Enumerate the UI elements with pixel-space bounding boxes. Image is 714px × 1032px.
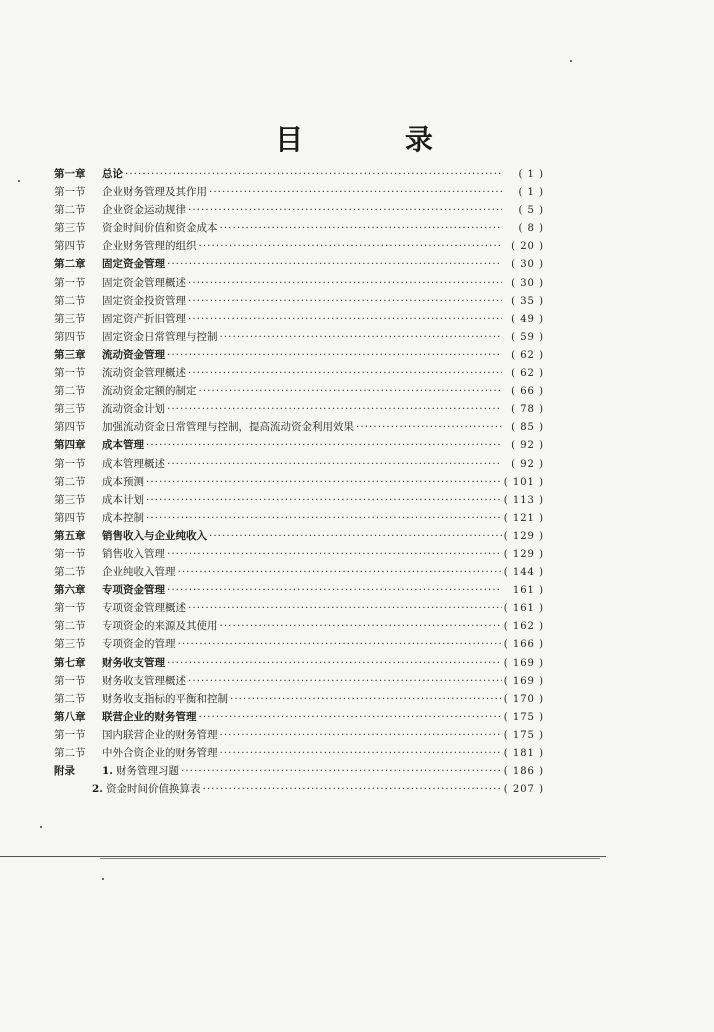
section-label: 第二节 — [54, 692, 86, 705]
dot-leader — [203, 780, 502, 798]
page-number: ( 62 ) — [511, 368, 544, 380]
footer-rule-secondary — [100, 858, 600, 859]
toc-entry — [54, 274, 544, 292]
page-number: ( 101 ) — [503, 476, 544, 488]
entry-title: 国内联营企业的财务管理 — [102, 728, 218, 741]
toc-entry — [54, 545, 544, 563]
chapter-label: 第四章 — [54, 439, 86, 452]
dot-leader — [220, 617, 502, 635]
toc-entry — [54, 455, 544, 473]
section-label: 第一节 — [54, 186, 86, 199]
page-number: ( 1 ) — [518, 169, 544, 180]
page-number: ( 144 ) — [503, 567, 544, 579]
section-label: 第三节 — [54, 403, 86, 416]
dot-leader — [146, 436, 502, 454]
dot-leader — [188, 310, 502, 328]
toc-entry — [54, 255, 544, 273]
toc-entry — [54, 762, 544, 780]
entry-title: 中外合资企业的财务管理 — [102, 747, 218, 759]
scan-speck — [570, 60, 572, 62]
page-number: ( 92 ) — [511, 458, 544, 470]
scan-speck — [102, 878, 104, 880]
entry-title: 固定资金投资管理 — [102, 294, 186, 307]
table-of-contents — [54, 165, 544, 798]
toc-entry — [54, 708, 544, 726]
section-label: 第一节 — [54, 674, 86, 687]
toc-entry — [54, 635, 544, 653]
dot-leader — [230, 690, 502, 708]
section-label: 第三节 — [54, 493, 86, 506]
entry-title: 固定资金日常管理与控制 — [102, 330, 218, 343]
toc-entry — [54, 436, 544, 454]
entry-title: 专项资金的来源及其使用 — [102, 620, 218, 633]
dot-leader — [220, 744, 502, 762]
entry-title: 流动资金计划 — [102, 403, 165, 416]
toc-entry — [54, 165, 544, 183]
toc-entry — [54, 328, 544, 346]
toc-entry — [54, 473, 544, 491]
toc-entry — [54, 346, 544, 364]
dot-leader — [125, 165, 502, 183]
section-label: 第四节 — [54, 240, 86, 253]
toc-entry — [54, 581, 544, 599]
toc-entry — [54, 400, 544, 418]
page-number: ( 92 ) — [511, 440, 544, 452]
dot-leader — [188, 201, 502, 219]
toc-entry — [54, 382, 544, 400]
entry-title: 专项资金的管理 — [102, 638, 176, 651]
entry-title: 企业财务管理的组织 — [102, 240, 197, 253]
entry-title: 资金时间价值换算表 — [106, 783, 201, 796]
entry-title: 资金时间价值和资金成本 — [102, 222, 218, 235]
dot-leader — [167, 255, 502, 273]
section-label: 第二节 — [54, 385, 86, 398]
page-number: ( 1 ) — [518, 187, 544, 199]
section-label: 第一节 — [54, 457, 86, 470]
entry-title: 总论 — [102, 168, 123, 180]
scan-speck — [18, 180, 20, 182]
entry-title: 专项资金管理概述 — [102, 602, 186, 615]
entry-title: 成本控制 — [102, 511, 144, 524]
dot-leader — [220, 219, 503, 237]
chapter-label: 第三章 — [54, 348, 86, 361]
entry-title: 专项资金管理 — [102, 584, 165, 597]
page-number: ( 35 ) — [511, 295, 544, 307]
page-number: ( 20 ) — [511, 241, 544, 253]
chapter-label: 第六章 — [54, 584, 86, 597]
section-label: 第二节 — [54, 204, 86, 217]
dot-leader — [167, 654, 502, 672]
section-label: 第四节 — [54, 330, 86, 343]
entry-title: 成本计划 — [102, 493, 144, 506]
entry-title: 财务收支指标的平衡和控制 — [102, 692, 228, 705]
section-label: 第一节 — [54, 602, 86, 615]
dot-leader — [167, 581, 502, 599]
entry-title: 加强流动资金日常管理与控制，提高流动资金利用效果 — [102, 421, 354, 434]
page-number: ( 207 ) — [503, 784, 544, 796]
toc-entry — [54, 780, 544, 798]
toc-entry — [54, 491, 544, 509]
dot-leader — [167, 400, 502, 418]
dot-leader — [220, 328, 503, 346]
page-number: ( 85 ) — [511, 422, 544, 434]
page-number: ( 175 ) — [503, 729, 544, 741]
dot-leader — [188, 672, 502, 690]
entry-title: 流动资金定额的制定 — [102, 385, 197, 398]
chapter-label: 第七章 — [54, 656, 86, 669]
toc-entry — [54, 527, 544, 545]
dot-leader — [188, 599, 502, 617]
toc-entry — [54, 310, 544, 328]
entry-title: 成本预测 — [102, 475, 144, 488]
toc-entry — [54, 672, 544, 690]
section-label: 第三节 — [54, 638, 86, 651]
section-label: 第二节 — [54, 475, 86, 488]
page-number: ( 49 ) — [511, 313, 544, 325]
section-label: 第二节 — [54, 294, 86, 307]
toc-entry — [54, 617, 544, 635]
entry-title: 财务管理习题 — [116, 765, 179, 778]
dot-leader — [178, 635, 502, 653]
section-label: 第一节 — [54, 276, 86, 289]
page-number: ( 62 ) — [511, 349, 544, 361]
entry-title: 企业财务管理及其作用 — [102, 186, 207, 199]
toc-entry — [54, 201, 544, 219]
page-number: ( 129 ) — [503, 548, 544, 560]
entry-title: 企业纯收入管理 — [102, 566, 176, 579]
entry-title: 财务收支管理概述 — [102, 674, 186, 687]
section-label: 第三节 — [54, 312, 86, 325]
dot-leader — [167, 455, 502, 473]
dot-leader — [188, 292, 502, 310]
dot-leader — [178, 563, 502, 581]
dot-leader — [146, 491, 502, 509]
entry-title: 财务收支管理 — [102, 656, 165, 669]
dot-leader — [146, 473, 502, 491]
entry-title: 流动资金管理概述 — [102, 367, 186, 380]
entry-title: 固定资金管理概述 — [102, 276, 186, 289]
page-number: ( 66 ) — [511, 386, 544, 398]
scan-speck — [40, 826, 42, 828]
chapter-label: 第五章 — [54, 529, 86, 542]
dot-leader — [199, 237, 503, 255]
toc-entry — [54, 563, 544, 581]
toc-entry — [54, 418, 544, 436]
section-label: 第一节 — [54, 728, 86, 741]
appendix-number: 2. — [92, 783, 103, 796]
page-number: ( 5 ) — [518, 205, 544, 217]
entry-title: 成本管理概述 — [102, 457, 165, 470]
page-number: ( 161 ) — [503, 603, 544, 615]
dot-leader — [199, 382, 503, 400]
toc-entry — [54, 726, 544, 744]
section-label: 第二节 — [54, 747, 86, 759]
dot-leader — [188, 364, 502, 382]
section-label: 附录 — [54, 765, 75, 778]
page-number: ( 169 ) — [503, 657, 544, 669]
dot-leader — [209, 527, 502, 545]
section-label: 第一节 — [54, 547, 86, 560]
dot-leader — [181, 762, 502, 780]
page-number: ( 181 ) — [503, 748, 544, 759]
page-number: ( 186 ) — [503, 766, 544, 778]
page-number: 161 ) — [512, 585, 544, 597]
dot-leader — [356, 418, 502, 436]
page-number: ( 113 ) — [503, 494, 544, 506]
toc-entry — [54, 219, 544, 237]
dot-leader — [209, 183, 502, 201]
entry-title: 联营企业的财务管理 — [102, 710, 197, 723]
dot-leader — [146, 509, 502, 527]
page-number: ( 30 ) — [511, 259, 544, 271]
page-title: 目 录 — [275, 123, 479, 156]
entry-title: 企业资金运动规律 — [102, 204, 186, 217]
section-label: 第三节 — [54, 222, 86, 235]
page-number: ( 121 ) — [503, 512, 544, 524]
section-label: 第一节 — [54, 367, 86, 380]
entry-title: 固定资产折旧管理 — [102, 312, 186, 325]
dot-leader — [188, 274, 502, 292]
entry-title: 流动资金管理 — [102, 348, 165, 361]
toc-entry — [54, 690, 544, 708]
toc-entry — [54, 654, 544, 672]
toc-entry — [54, 744, 544, 762]
page-number: ( 78 ) — [511, 404, 544, 416]
toc-entry — [54, 509, 544, 527]
section-label: 第四节 — [54, 421, 86, 434]
toc-entry — [54, 292, 544, 310]
chapter-label: 第二章 — [54, 258, 86, 271]
page-number: ( 30 ) — [511, 277, 544, 289]
toc-entry — [54, 364, 544, 382]
page-number: ( 169 ) — [503, 675, 544, 687]
toc-entry — [54, 237, 544, 255]
dot-leader — [167, 545, 502, 563]
dot-leader — [199, 708, 502, 726]
entry-title: 固定资金管理 — [102, 258, 165, 271]
dot-leader — [167, 346, 502, 364]
section-label: 第四节 — [54, 511, 86, 524]
toc-entry — [54, 599, 544, 617]
section-label: 第二节 — [54, 620, 86, 633]
chapter-label: 第一章 — [54, 168, 86, 180]
page-number: ( 175 ) — [503, 711, 544, 723]
dot-leader — [220, 726, 502, 744]
entry-title: 成本管理 — [102, 439, 144, 452]
page-number: ( 59 ) — [511, 331, 544, 343]
toc-entry — [54, 183, 544, 201]
page-number: ( 162 ) — [503, 621, 544, 633]
section-label: 第二节 — [54, 566, 86, 579]
entry-title: 销售收入与企业纯收入 — [102, 529, 207, 542]
page-number: ( 129 ) — [503, 530, 544, 542]
page-number: ( 8 ) — [518, 223, 544, 235]
chapter-label: 第八章 — [54, 710, 86, 723]
entry-title: 销售收入管理 — [102, 547, 165, 560]
page-number: ( 166 ) — [503, 639, 544, 651]
footer-rule — [0, 856, 606, 857]
page-number: ( 170 ) — [503, 693, 544, 705]
appendix-number: 1. — [102, 765, 113, 778]
